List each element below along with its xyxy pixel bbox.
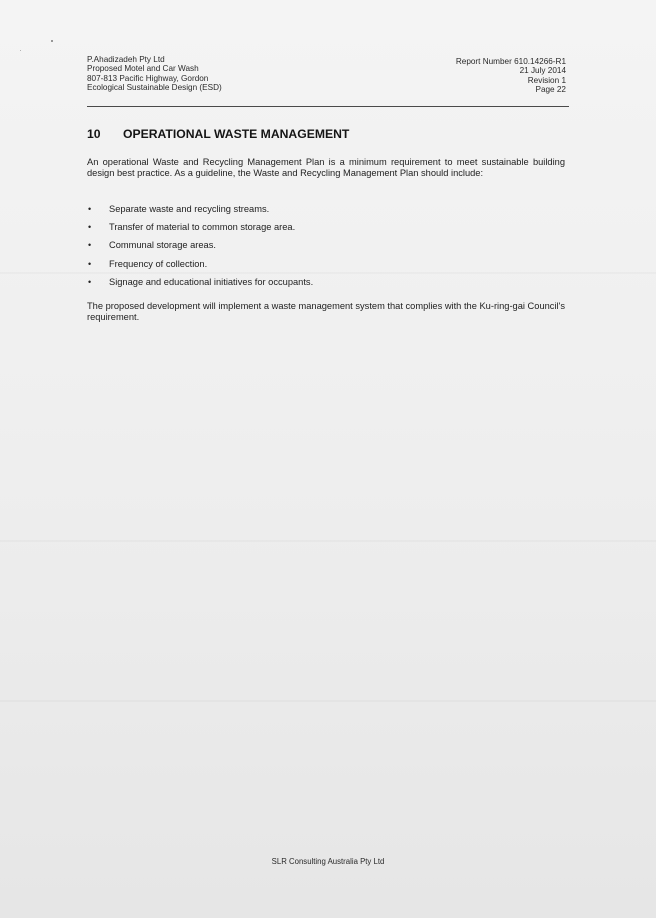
- header-project-address: 807-813 Pacific Highway, Gordon: [87, 73, 209, 83]
- header-report-date: 21 July 2014: [519, 66, 566, 76]
- section-heading: [87, 127, 349, 141]
- header-report-number: Report Number 610.14266-R1: [455, 57, 566, 66]
- header-client-block: [87, 55, 222, 93]
- scan-speck: [20, 50, 21, 51]
- header-report-block: [456, 57, 566, 95]
- header-page-number: Page 22: [535, 85, 566, 95]
- bullet-glyph: •: [88, 258, 92, 269]
- list-item-text: Separate waste and recycling streams.: [109, 204, 270, 214]
- section-title: OPERATIONAL WASTE MANAGEMENT: [123, 127, 350, 141]
- bullet-glyph: •: [88, 204, 92, 214]
- header-divider: [87, 106, 569, 107]
- header-report-subject: Ecological Sustainable Design (ESD): [87, 83, 222, 93]
- bullet-glyph: •: [88, 240, 92, 251]
- scan-artifact-band: [0, 700, 656, 702]
- footer-company: SLR Consulting Australia Pty Ltd: [271, 857, 385, 866]
- list-item-text: Frequency of collection.: [109, 258, 208, 269]
- header-revision: Revision 1: [527, 75, 566, 85]
- closing-paragraph: The proposed development will implement a waste management system that complies with the Ku-ring-gai Council's requirement.: [87, 301, 565, 323]
- scan-artifact-band: [0, 540, 656, 542]
- bullet-glyph: •: [88, 222, 92, 233]
- bullet-glyph: •: [88, 276, 92, 287]
- list-item-text: Transfer of material to common storage area.: [109, 222, 296, 233]
- header-project-name: Proposed Motel and Car Wash: [87, 64, 199, 74]
- list-item-text: Communal storage areas.: [109, 240, 216, 251]
- scan-speck: [51, 40, 53, 42]
- intro-paragraph: An operational Waste and Recycling Management Plan is a minimum requirement to meet sustainable building design best practice. As a guideline, the Waste and Recycling Management Plan should include:: [87, 157, 565, 179]
- header-client-name: P.Ahadizadeh Pty Ltd: [87, 55, 165, 64]
- scan-artifact-band: [0, 272, 656, 274]
- section-number: 10: [87, 127, 101, 141]
- list-item-text: Signage and educational initiatives for occupants.: [109, 276, 314, 287]
